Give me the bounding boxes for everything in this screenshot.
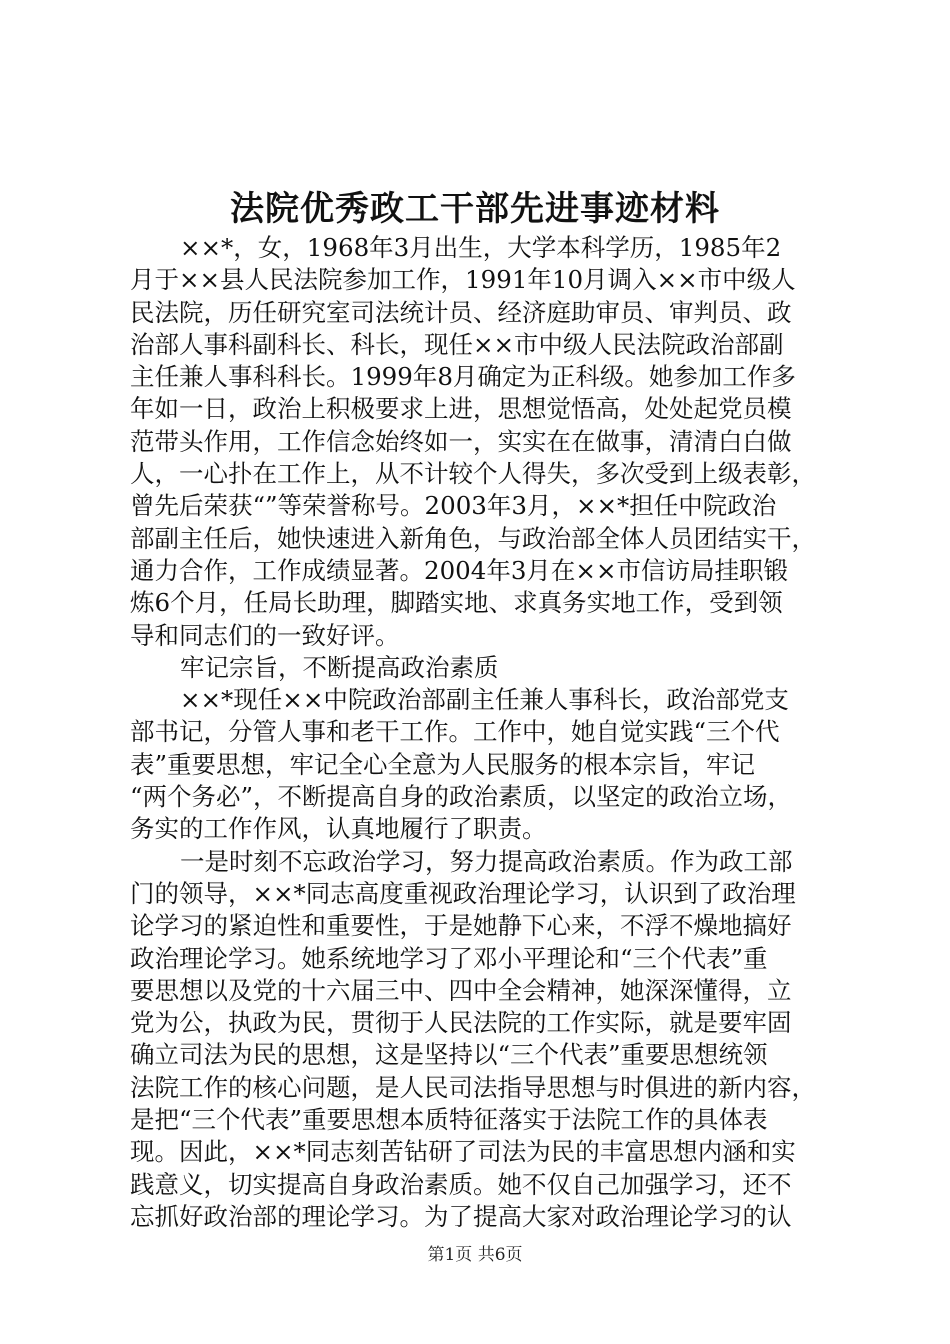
body-line: 论学习的紧迫性和重要性，于是她静下心来，不浮不燥地搞好 [130,911,792,941]
body-line: 践意义，切实提高自身政治素质。她不仅自己加强学习，还不 [130,1169,792,1199]
body-line: ××*，女，1968年3月出生，大学本科学历，1985年2 [180,233,782,262]
body-line: 是把“三个代表”重要思想本质特征落实于法院工作的具体表 [130,1105,768,1135]
body-line: 主任兼人事科科长。1999年8月确定为正科级。她参加工作多 [130,362,796,392]
body-line: 治部人事科副科长、科长，现任××市中级人民法院政治部副 [130,329,784,359]
body-line: 政治理论学习。她系统地学习了邓小平理论和“三个代表”重 [130,943,768,973]
body-line: 炼6个月，任局长助理，脚踏实地、求真务实地工作，受到领 [130,588,783,618]
body-line: 一是时刻不忘政治学习，努力提高政治素质。作为政工部 [180,846,793,876]
page-footer: 第1页 共6页 [427,1245,523,1265]
body-line: 曾先后荣获“”等荣誉称号。2003年3月，××*担任中院政治 [130,491,777,521]
body-line: 部副主任后，她快速进入新角色，与政治部全体人员团结实干， [130,523,816,553]
body-line: 法院工作的核心问题，是人民司法指导思想与时俱进的新内容， [130,1072,816,1102]
body-line: “两个务必”，不断提高自身的政治素质，以坚定的政治立场， [130,782,793,812]
body-line: 月于××县人民法院参加工作，1991年10月调入××市中级人 [130,265,796,295]
body-line: 务实的工作作风，认真地履行了职责。 [130,814,547,844]
body-line: 门的领导，××*同志高度重视政治理论学习，认识到了政治理 [130,878,796,908]
body-line: 牢记宗旨，不断提高政治素质 [180,652,499,682]
body-line: 通力合作，工作成绩显著。2004年3月在××市信访局挂职锻 [130,555,788,585]
body-line: 人，一心扑在工作上，从不计较个人得失，多次受到上级表彰， [130,459,816,489]
body-line: 忘抓好政治部的理论学习。为了提高大家对政治理论学习的认 [130,1201,792,1231]
body-line: 要思想以及党的十六届三中、四中全会精神，她深深懂得，立 [130,975,792,1005]
body-line: 表”重要思想，牢记全心全意为人民服务的根本宗旨，牢记 [130,749,756,779]
document-body [130,232,833,1233]
body-line: 范带头作用，工作信念始终如一，实实在在做事，清清白白做 [130,426,792,456]
body-line: 部书记，分管人事和老干工作。工作中，她自觉实践“三个代 [130,717,780,747]
body-line: 现。因此，××*同志刻苦钻研了司法为民的丰富思想内涵和实 [130,1137,796,1167]
body-line: 民法院，历任研究室司法统计员、经济庭助审员、审判员、政 [130,297,792,327]
body-line: 年如一日，政治上积极要求上进，思想觉悟高，处处起党员模 [130,394,792,424]
body-line: 党为公，执政为民，贯彻于人民法院的工作实际，就是要牢固 [130,1008,792,1038]
body-line: 导和同志们的一致好评。 [130,620,400,650]
body-line: 确立司法为民的思想，这是坚持以“三个代表”重要思想统领 [130,1040,768,1070]
document-title: 法院优秀政工干部先进事迹材料 [230,189,720,229]
body-line: ××*现任××中院政治部副主任兼人事科长，政治部党支 [180,685,789,715]
